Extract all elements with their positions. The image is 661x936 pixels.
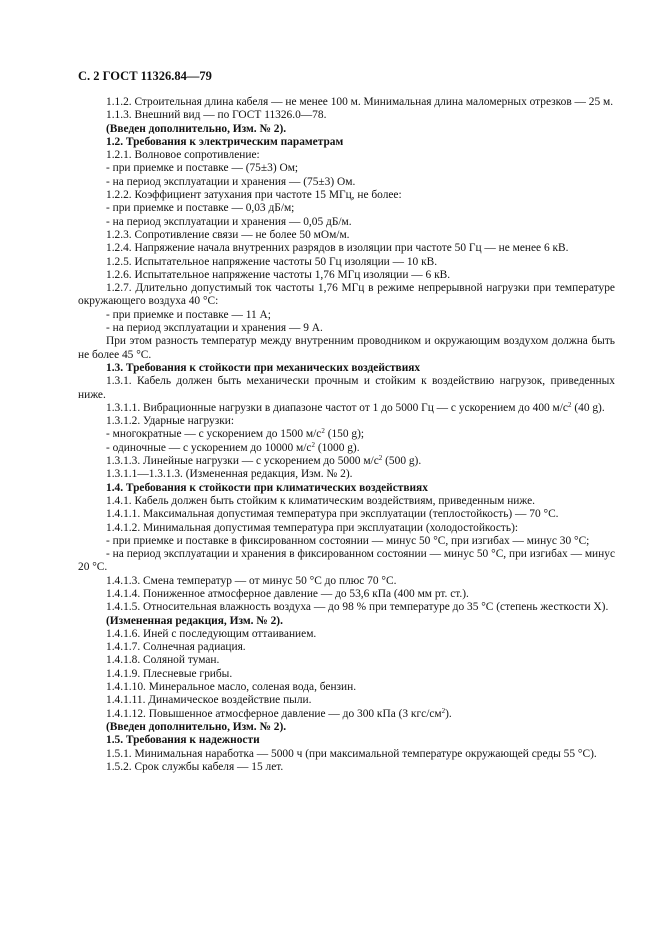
paragraph: - многократные — с ускорением до 1500 $м/с^2$ (150 g); — [106, 427, 365, 441]
paragraph: 1.4.1.12. Повышенное атмосферное давление — до 300 кПа (3 кгс/$см^2$). — [106, 706, 452, 720]
paragraph: - на период эксплуатации и хранения — 9 А. — [106, 322, 323, 335]
paragraph: 1.4.1.4. Пониженное атмосферное давление — до 53,6 кПа (400 мм рт. ст.). — [106, 587, 469, 600]
paragraph: 1.2.6. Испытательное напряжение частоты 1,76 МГц изоляции — 6 кВ. — [106, 268, 451, 281]
paragraph: 1.5.2. Срок службы кабеля — 15 лет. — [106, 760, 284, 773]
paragraph: 1.3.1.2. Ударные нагрузки: — [106, 415, 235, 428]
paragraph: 1.1.3. Внешний вид — по ГОСТ 11326.0—78. — [106, 109, 327, 122]
paragraph: 1.4.1.5. Относительная влажность воздуха — до 98 % при температуре до 35 °С (степень жесткости X). — [106, 601, 609, 614]
paragraph: При этом разность температур между внутренним проводником и окружающим воздухом должна быть не более 45 °С. — [78, 335, 615, 361]
paragraph: 1.2.5. Испытательное напряжение частоты 50 Гц изоляции — 10 кВ. — [106, 255, 438, 268]
paragraph: 1.4.1. Кабель должен быть стойким к климатическим воздействиям, приведенным ниже. — [106, 494, 536, 507]
section-heading: 1.5. Требования к надежности — [106, 734, 260, 747]
paragraph: 1.3.1.3. Линейные нагрузки — с ускорением до 5000 $м/с^2$ (500 g). — [106, 454, 422, 468]
paragraph: - при приемке и поставке — 11 А; — [106, 308, 271, 321]
paragraph: 1.2.2. Коэффициент затухания при частоте 15 МГц, не более: — [106, 189, 402, 202]
paragraph: 1.4.1.6. Иней с последующим оттаиванием. — [106, 627, 317, 640]
section-heading: (Введен дополнительно, Изм. № 2). — [106, 720, 287, 733]
paragraph: 1.4.1.10. Минеральное масло, соленая вода, бензин. — [106, 681, 357, 694]
paragraph: - на период эксплуатации и хранения — (75±3) Ом. — [106, 175, 356, 188]
page-header: С. 2 ГОСТ 11326.84—79 — [78, 69, 212, 83]
paragraph: 1.2.4. Напряжение начала внутренних разрядов в изоляции при частоте 50 Гц — не менее 6 кВ. — [106, 242, 569, 255]
paragraph: 1.4.1.8. Соляной туман. — [106, 654, 220, 667]
document-body — [78, 96, 615, 774]
paragraph: 1.5.1. Минимальная наработка — 5000 ч (при максимальной температуре окружающей среды 55 °С). — [106, 747, 597, 760]
paragraph: - на период эксплуатации и хранения в фиксированном состоянии — минус 50 °С, при изгибах — минус 20 °С. — [78, 548, 615, 574]
paragraph: - на период эксплуатации и хранения — 0,05 дБ/м. — [106, 215, 352, 228]
paragraph: - одиночные — с ускорением до 10000 $м/с^2$ (1000 g). — [106, 440, 360, 454]
paragraph: 1.2.1. Волновое сопротивление: — [106, 149, 260, 162]
section-heading: 1.3. Требования к стойкости при механических воздействиях — [106, 361, 421, 374]
section-heading: (Введен дополнительно, Изм. № 2). — [106, 122, 287, 135]
paragraph: 1.4.1.3. Смена температур — от минус 50 °С до плюс 70 °С. — [106, 574, 397, 587]
paragraph: 1.2.7. Длительно допустимый ток частоты 1,76 МГц в режиме непрерывной нагрузки при температуре окружающего воздуха 40 °С: — [78, 282, 615, 308]
paragraph: 1.2.3. Сопротивление связи — не более 50 мОм/м. — [106, 228, 350, 241]
section-heading: (Измененная редакция, Изм. № 2). — [106, 614, 283, 627]
paragraph: 1.1.2. Строительная длина кабеля — не менее 100 м. Минимальная длина маломерных отрезков — 25 м. — [106, 96, 614, 108]
paragraph: 1.3.1.1. Вибрационные нагрузки в диапазоне частот от 1 до 5000 Гц — с ускорением до 400 $м/с^2$ (40 g). — [106, 400, 605, 414]
section-heading: 1.4. Требования к стойкости при климатических воздействиях — [106, 481, 428, 494]
paragraph: 1.4.1.9. Плесневые грибы. — [106, 667, 233, 680]
paragraph: 1.4.1.11. Динамическое воздействие пыли. — [106, 694, 312, 707]
section-heading: 1.2. Требования к электрическим параметрам — [106, 135, 344, 148]
paragraph: 1.3.1.1—1.3.1.3. (Измененная редакция, Изм. № 2). — [106, 468, 353, 481]
paragraph: 1.3.1. Кабель должен быть механически прочным и стойким к воздействию нагрузок, приведенных ниже. — [78, 375, 615, 401]
paragraph: 1.4.1.7. Солнечная радиация. — [106, 641, 246, 654]
paragraph: 1.4.1.1. Максимальная допустимая температура при эксплуатации (теплостойкость) — 70 °С. — [106, 508, 559, 521]
paragraph: - при приемке и поставке — 0,03 дБ/м; — [106, 202, 295, 215]
paragraph: - при приемке и поставке в фиксированном состоянии — минус 50 °С, при изгибах — минус 30 °С; — [106, 534, 590, 547]
paragraph: - при приемке и поставке — (75±3) Ом; — [106, 162, 299, 175]
paragraph: 1.4.1.2. Минимальная допустимая температура при эксплуатации (холодостойкость): — [106, 521, 519, 534]
